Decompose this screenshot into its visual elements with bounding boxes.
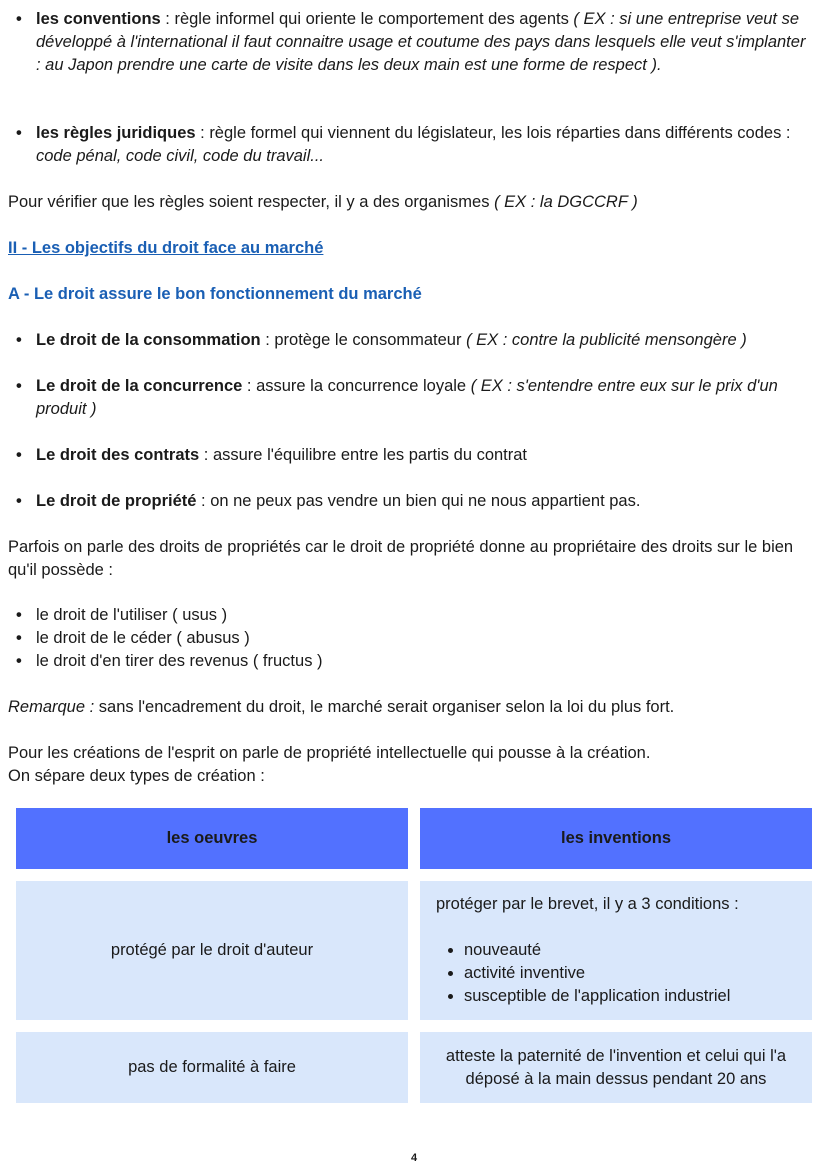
term: Le droit de la consommation: [36, 331, 261, 349]
table-header-inventions: les inventions: [420, 808, 812, 869]
creation-line-1: Pour les créations de l'esprit on parle de propriété intellectuelle qui pousse à la création.: [8, 744, 651, 762]
verify-paragraph: [8, 191, 814, 214]
remarque-label: Remarque :: [8, 698, 95, 716]
definition: : protège le consommateur: [260, 331, 467, 349]
list-item: • activité inventive: [464, 962, 796, 985]
definition: : assure la concurrence loyale: [242, 377, 471, 395]
definition: : assure l'équilibre entre les partis du contrat: [199, 446, 528, 464]
definition: : règle informel qui oriente le comportement des agents: [160, 10, 574, 28]
creation-line-2: On sépare deux types de création :: [8, 767, 265, 785]
example: code pénal, code civil, code du travail...: [36, 147, 325, 165]
conditions-list: [436, 939, 796, 1008]
example: ( EX : contre la publicité mensongère ): [466, 331, 747, 349]
term: les règles juridiques: [36, 124, 196, 142]
term: Le droit des contrats: [36, 446, 200, 464]
example: ( EX : s'entendre entre eux sur le prix d'un produit ): [36, 377, 778, 418]
table-cell: atteste la paternité de l'invention et celui qui l'a déposé à la main dessus pendant 20 ans: [420, 1032, 812, 1103]
definition: : règle formel qui viennent du législateur, les lois réparties dans différents codes :: [195, 124, 791, 142]
bullet-concurrence: [36, 375, 814, 421]
term: les conventions: [36, 10, 161, 28]
list-item: • le droit de le céder ( abusus ): [36, 627, 814, 650]
bullet-regles-juridiques: [36, 122, 814, 168]
list-item: • nouveauté: [464, 939, 796, 962]
conditions-intro: protéger par le brevet, il y a 3 conditions :: [436, 895, 739, 913]
page-number: 4: [410, 1152, 418, 1164]
subsection-heading: A - Le droit assure le bon fonctionnement du marché: [8, 285, 422, 303]
section-heading: II - Les objectifs du droit face au marché: [8, 239, 324, 257]
bullet-consommation: [36, 329, 814, 352]
example: ( EX : la DGCCRF ): [494, 193, 638, 211]
remarque-text: sans l'encadrement du droit, le marché serait organiser selon la loi du plus fort.: [94, 698, 675, 716]
term: Le droit de la concurrence: [36, 377, 243, 395]
term: Le droit de propriété: [36, 492, 197, 510]
table-cell: pas de formalité à faire: [16, 1032, 408, 1103]
bullet-propriete: [36, 490, 814, 513]
bullet-conventions: [36, 8, 814, 77]
list-item: • susceptible de l'application industriel: [464, 985, 796, 1008]
propriete-intro: Parfois on parle des droits de propriétés car le droit de propriété donne au propriétaire des droits sur le bien qu'il possède :: [8, 538, 794, 579]
table-cell: protégé par le droit d'auteur: [16, 881, 408, 1020]
remarque: [8, 696, 814, 719]
cell-content: [436, 893, 796, 1008]
text: Pour vérifier que les règles soient respecter, il y a des organismes: [8, 193, 495, 211]
table-header-oeuvres: les oeuvres: [16, 808, 408, 869]
example: ( EX : si une entreprise veut se développé à l'international il faut connaitre usage et coutume des pays dans lesquels elle veut s'implanter : au Japon prendre une carte de visite dans les deux main est une forme de respect ).: [36, 10, 806, 74]
table-cell: [420, 881, 812, 1020]
definition: : on ne peux pas vendre un bien qui ne nous appartient pas.: [196, 492, 641, 510]
bullet-contrats: [36, 444, 814, 467]
list-item: • le droit de l'utiliser ( usus ): [36, 604, 814, 627]
list-item: • le droit d'en tirer des revenus ( fructus ): [36, 650, 814, 673]
